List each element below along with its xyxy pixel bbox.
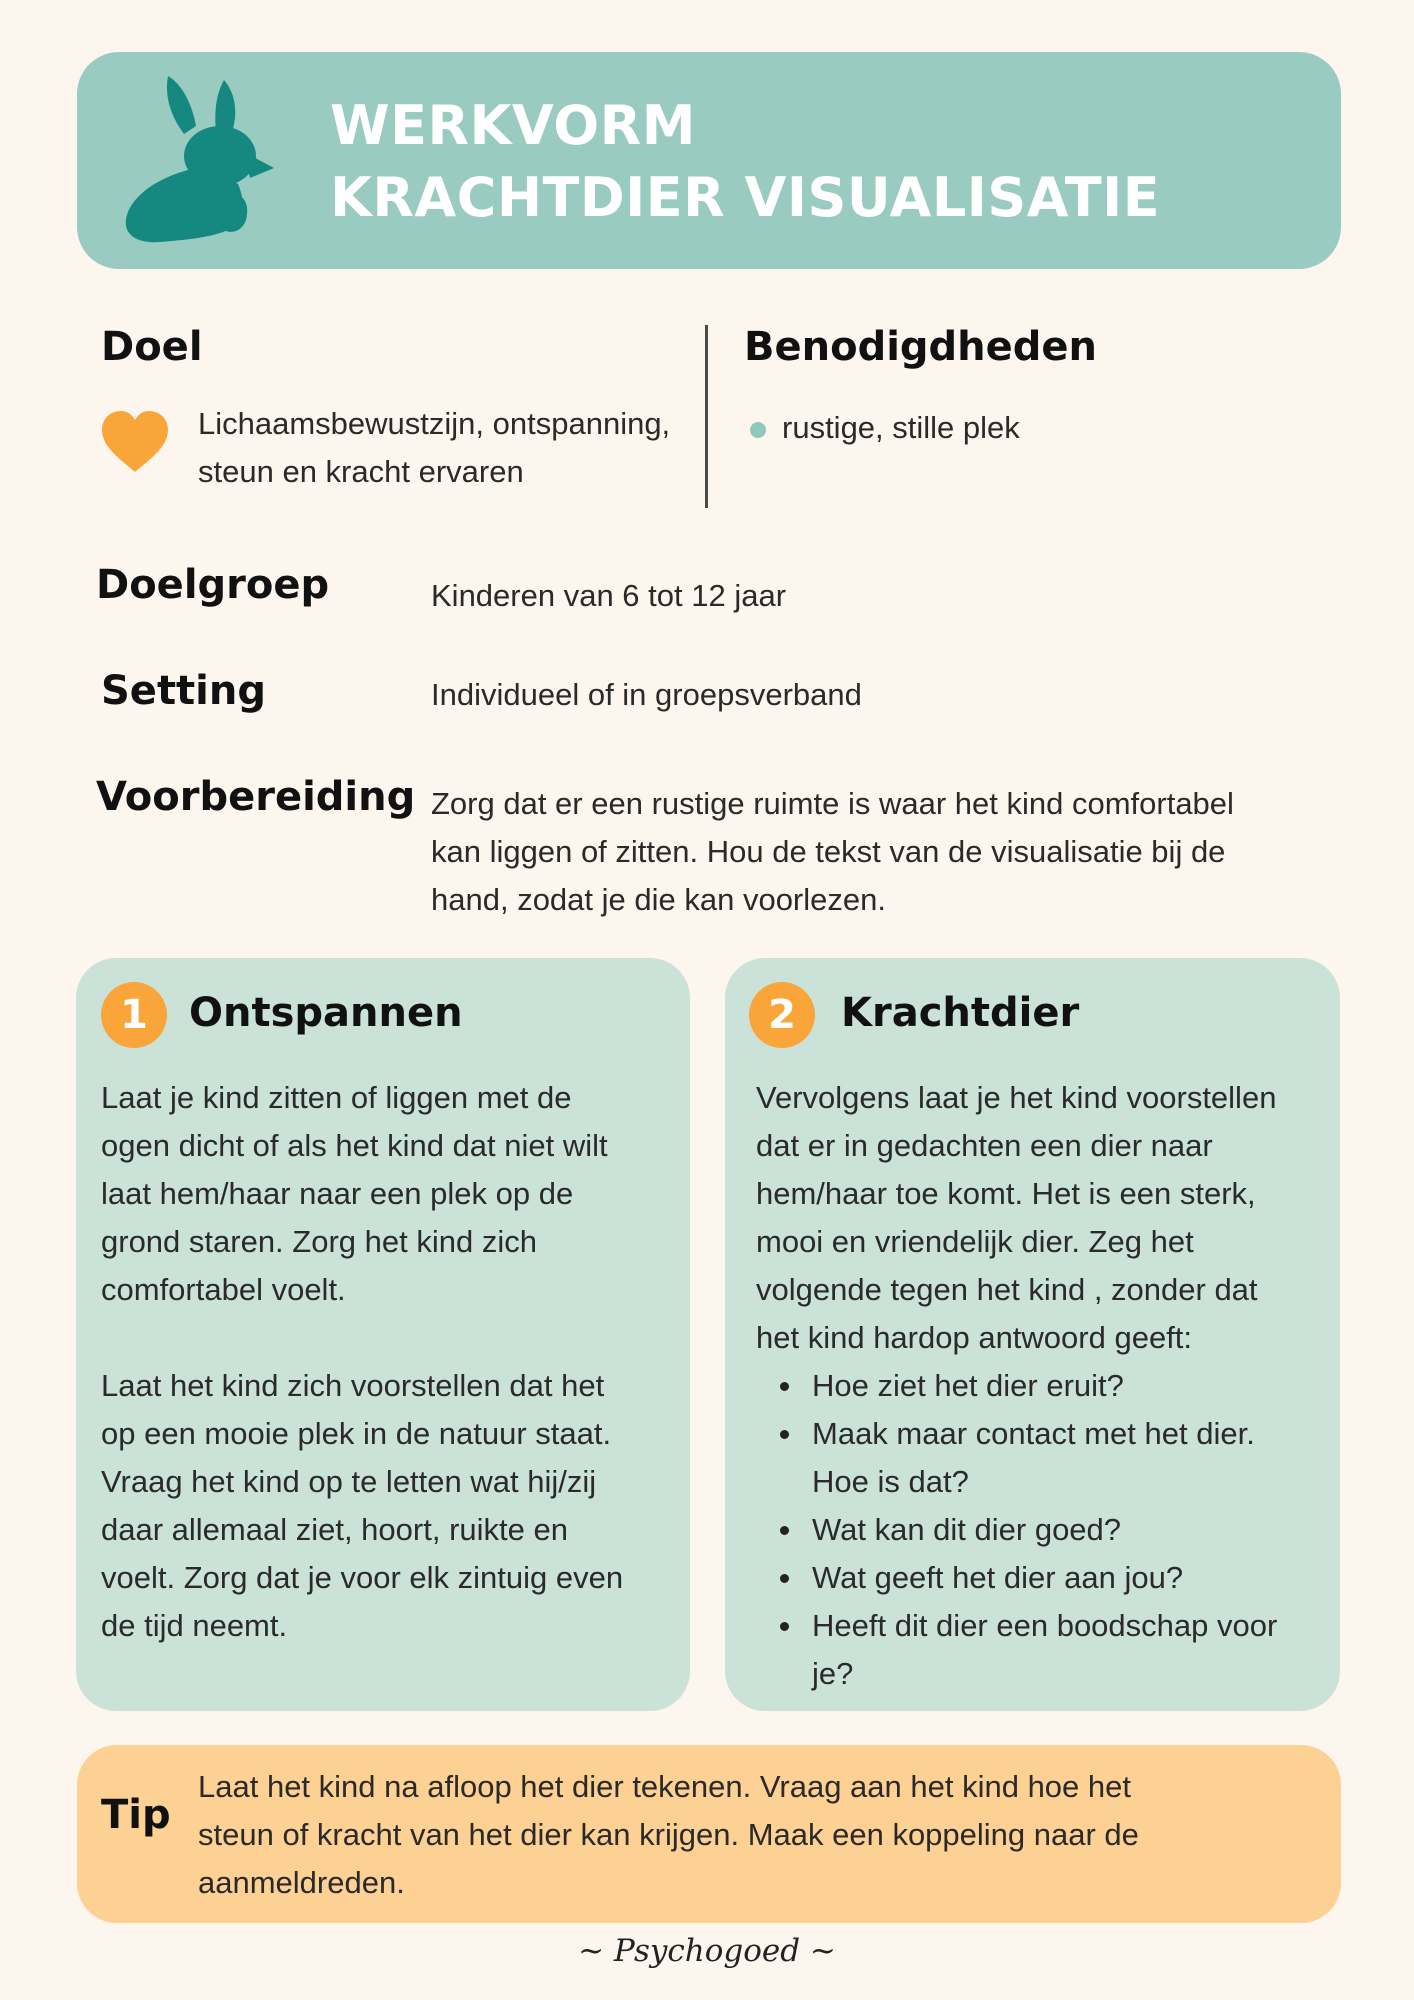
benodigdheden-heading: Benodigdheden (744, 324, 1098, 370)
step2-heading: Krachtdier (841, 990, 1080, 1036)
doel-heading: Doel (101, 324, 203, 370)
list-item (812, 1602, 1336, 1698)
step2-line: het kind hardop antwoord geeft: (756, 1320, 1193, 1355)
doelgroep-text: Kinderen van 6 tot 12 jaar (431, 578, 787, 613)
step1-line: comfortabel voelt. (101, 1272, 346, 1307)
step2-line: hem/haar toe komt. Het is een sterk, (756, 1176, 1256, 1211)
tip-line: Laat het kind na afloop het dier tekenen. Vraag aan het kind hoe het (198, 1769, 1131, 1804)
list-item (812, 1410, 1336, 1506)
question-line: je? (812, 1656, 854, 1691)
question-line: Wat kan dit dier goed? (812, 1512, 1122, 1547)
voorbereiding-text (431, 780, 1234, 924)
tip-label: Tip (101, 1792, 171, 1838)
step1-line: daar allemaal ziet, hoort, ruikte en (101, 1512, 568, 1547)
step1-line: ogen dicht of als het kind dat niet wilt (101, 1128, 608, 1163)
list-item (812, 1554, 1336, 1602)
step1-number: 1 (101, 982, 167, 1048)
page-title (330, 90, 1160, 234)
list-item (812, 1362, 1336, 1410)
question-line: Hoe is dat? (812, 1464, 969, 1499)
setting-text: Individueel of in groepsverband (431, 677, 862, 712)
question-line: Heeft dit dier een boodschap voor (812, 1608, 1278, 1643)
doelgroep-heading: Doelgroep (96, 562, 330, 608)
step1-line: grond staren. Zorg het kind zich (101, 1224, 537, 1259)
voorbereiding-heading: Voorbereiding (96, 774, 416, 820)
setting-heading: Setting (101, 668, 266, 714)
list-item (812, 1506, 1336, 1554)
voorbereiding-line: kan liggen of zitten. Hou de tekst van de visualisatie bij de (431, 834, 1226, 869)
step1-text (101, 1074, 681, 1650)
step2-text (756, 1074, 1336, 1698)
section-divider (705, 325, 708, 508)
step2-line: dat er in gedachten een dier naar (756, 1128, 1213, 1163)
benodigdheden-list (750, 404, 1020, 452)
step1-line: op een mooie plek in de natuur staat. (101, 1416, 612, 1451)
tip-line: aanmeldreden. (198, 1865, 405, 1900)
questions-list (756, 1362, 1336, 1698)
tip-line: steun of kracht van het dier kan krijgen. Maak een koppeling naar de (198, 1817, 1139, 1852)
question-line: Wat geeft het dier aan jou? (812, 1560, 1184, 1595)
doel-text (198, 400, 670, 496)
doel-text-line: Lichaamsbewustzijn, ontspanning, (198, 406, 671, 441)
tip-text (198, 1763, 1139, 1907)
step1-line: Laat het kind zich voorstellen dat het (101, 1368, 605, 1403)
bullet-dot (750, 422, 766, 438)
heart-icon (100, 410, 170, 474)
step2-line: volgende tegen het kind , zonder dat (756, 1272, 1258, 1307)
step1-heading: Ontspannen (189, 990, 463, 1036)
question-line: Hoe ziet het dier eruit? (812, 1368, 1124, 1403)
voorbereiding-line: Zorg dat er een rustige ruimte is waar het kind comfortabel (431, 786, 1234, 821)
step2-line: Vervolgens laat je het kind voorstellen (756, 1080, 1277, 1115)
footer-signature: ~ Psychogoed ~ (578, 1933, 836, 1969)
step1-line: de tijd neemt. (101, 1608, 288, 1643)
benodigdheden-item: rustige, stille plek (782, 410, 1020, 445)
step1-line: voelt. Zorg dat je voor elk zintuig even (101, 1560, 624, 1595)
step1-line: laat hem/haar naar een plek op de (101, 1176, 574, 1211)
title-line-2: KRACHTDIER VISUALISATIE (330, 166, 1161, 229)
voorbereiding-line: hand, zodat je die kan voorlezen. (431, 882, 886, 917)
title-line-1: WERKVORM (330, 94, 696, 157)
doel-text-line: steun en kracht ervaren (198, 454, 524, 489)
step2-line: mooi en vriendelijk dier. Zeg het (756, 1224, 1194, 1259)
fox-icon (120, 74, 280, 244)
question-line: Maak maar contact met het dier. (812, 1416, 1255, 1451)
step1-line: Laat je kind zitten of liggen met de (101, 1080, 572, 1115)
step1-line: Vraag het kind op te letten wat hij/zij (101, 1464, 597, 1499)
step2-number: 2 (749, 982, 815, 1048)
